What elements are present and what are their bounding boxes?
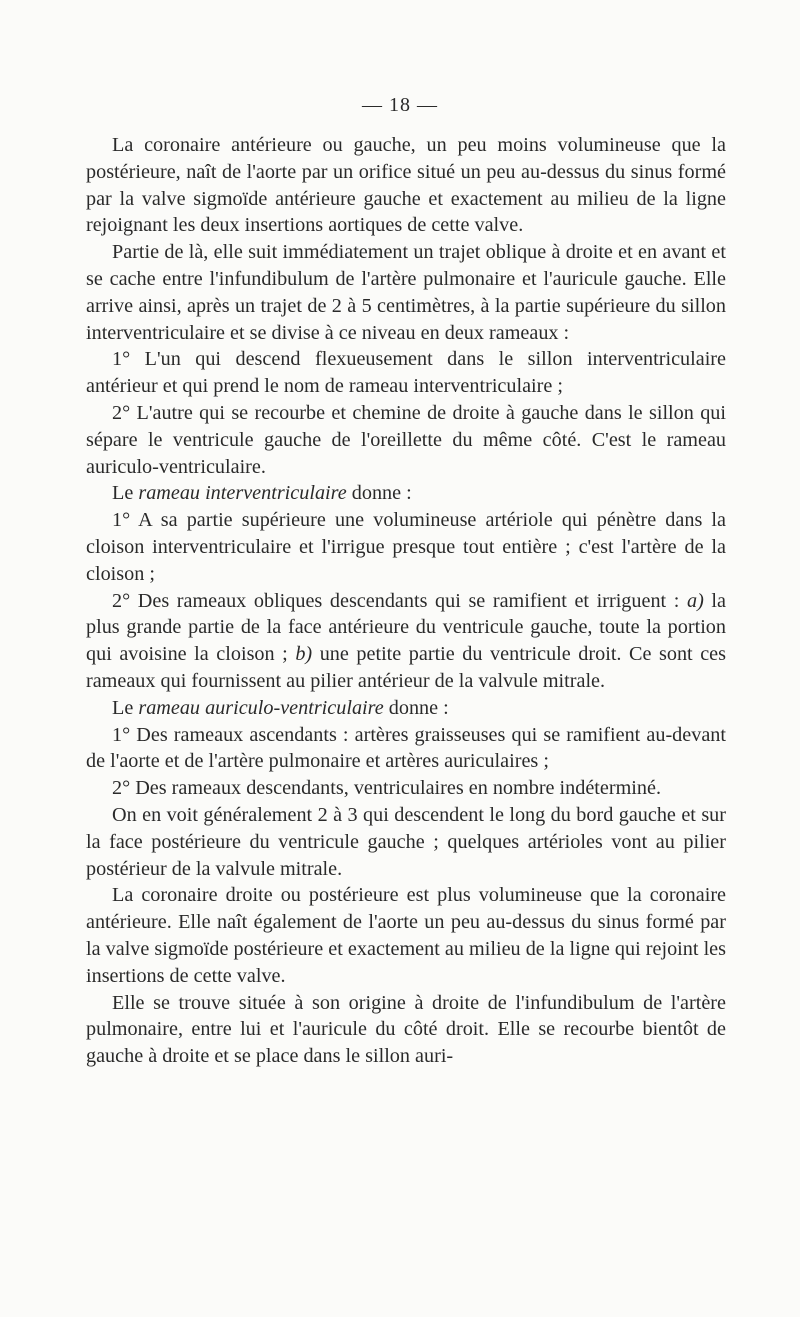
item-letter: a) [686, 589, 704, 612]
item-text: la plus grande partie de la face antérieure du ventricule gauche, toute la portion qui avoisine la cloison ; [86, 589, 726, 666]
list-item: 2° Des rameaux descendants, ventriculaires en nombre indéterminé. [112, 777, 662, 800]
body-text [86, 132, 726, 1070]
paragraph: Elle se trouve située à son origine à droite de l'infundibulum de l'artère pulmonaire, entre lui et l'auricule du côté droit. Elle se recourbe bientôt de gauche à droite et se place dans le sillon auri- [86, 991, 726, 1068]
intro-suffix: donne : [346, 482, 412, 505]
page-number: — 18 — [362, 94, 438, 116]
item-letter: b) [295, 643, 313, 666]
item-text: 2° Des rameaux obliques descendants qui se ramifient et irriguent : [112, 589, 687, 612]
paragraph: La coronaire antérieure ou gauche, un peu moins volumineuse que la postérieure, naît de l'aorte par un orifice situé un peu au-dessus du sinus formé par la valve sigmoïde antérieure gauche et exactement au milieu de la ligne rejoignant les deux insertions aortiques de cette valve. [86, 134, 726, 237]
term-interventriculaire: rameau interventriculaire [138, 482, 347, 505]
list-item: 1° Des rameaux ascendants : artères graisseuses qui se ramifient au-devant de l'aorte et de l'artère pulmonaire et artères auriculaires ; [86, 723, 726, 773]
intro-prefix: Le [112, 696, 139, 719]
section-intro-auriculo [86, 695, 726, 722]
term-auriculo-ventriculaire: rameau auriculo-ventriculaire [138, 696, 384, 719]
list-item [86, 588, 726, 695]
intro-prefix: Le [112, 482, 139, 505]
section-intro-interventriculaire [86, 480, 726, 507]
list-item: 1° L'un qui descend flexueusement dans le sillon interventriculaire antérieur et qui prend le nom de rameau interventriculaire ; [86, 348, 726, 398]
list-item: 2° L'autre qui se recourbe et chemine de droite à gauche dans le sillon qui sépare le ventricule gauche de l'oreillette du même côté. C'est le rameau auriculo-ventriculaire. [86, 401, 726, 478]
paragraph: La coronaire droite ou postérieure est plus volumineuse que la coronaire antérieure. Elle naît également de l'aorte un peu au-dessus du sinus formé par la valve sigmoïde postérieure et exactement au milieu de la ligne qui rejoint les insertions de cette valve. [86, 884, 726, 987]
paragraph: Partie de là, elle suit immédiatement un trajet oblique à droite et en avant et se cache entre l'infundibulum de l'artère pulmonaire et l'auricule gauche. Elle arrive ainsi, après un trajet de 2 à 5 centimètres, à la partie supérieure du sillon interventriculaire et se divise à ce niveau en deux rameaux : [86, 241, 726, 344]
paragraph: On en voit généralement 2 à 3 qui descendent le long du bord gauche et sur la face postérieure du ventricule gauche ; quelques artérioles vont au pilier postérieur de la valvule mitrale. [86, 803, 726, 880]
list-item: 1° A sa partie supérieure une volumineuse artériole qui pénètre dans la cloison interventriculaire et l'irrigue presque tout entière ; c'est l'artère de la cloison ; [86, 509, 726, 585]
intro-suffix: donne : [383, 696, 449, 719]
item-text: une petite partie du ventricule droit. Ce sont ces rameaux qui fournissent au pilier antérieur de la valvule mitrale. [86, 643, 726, 692]
